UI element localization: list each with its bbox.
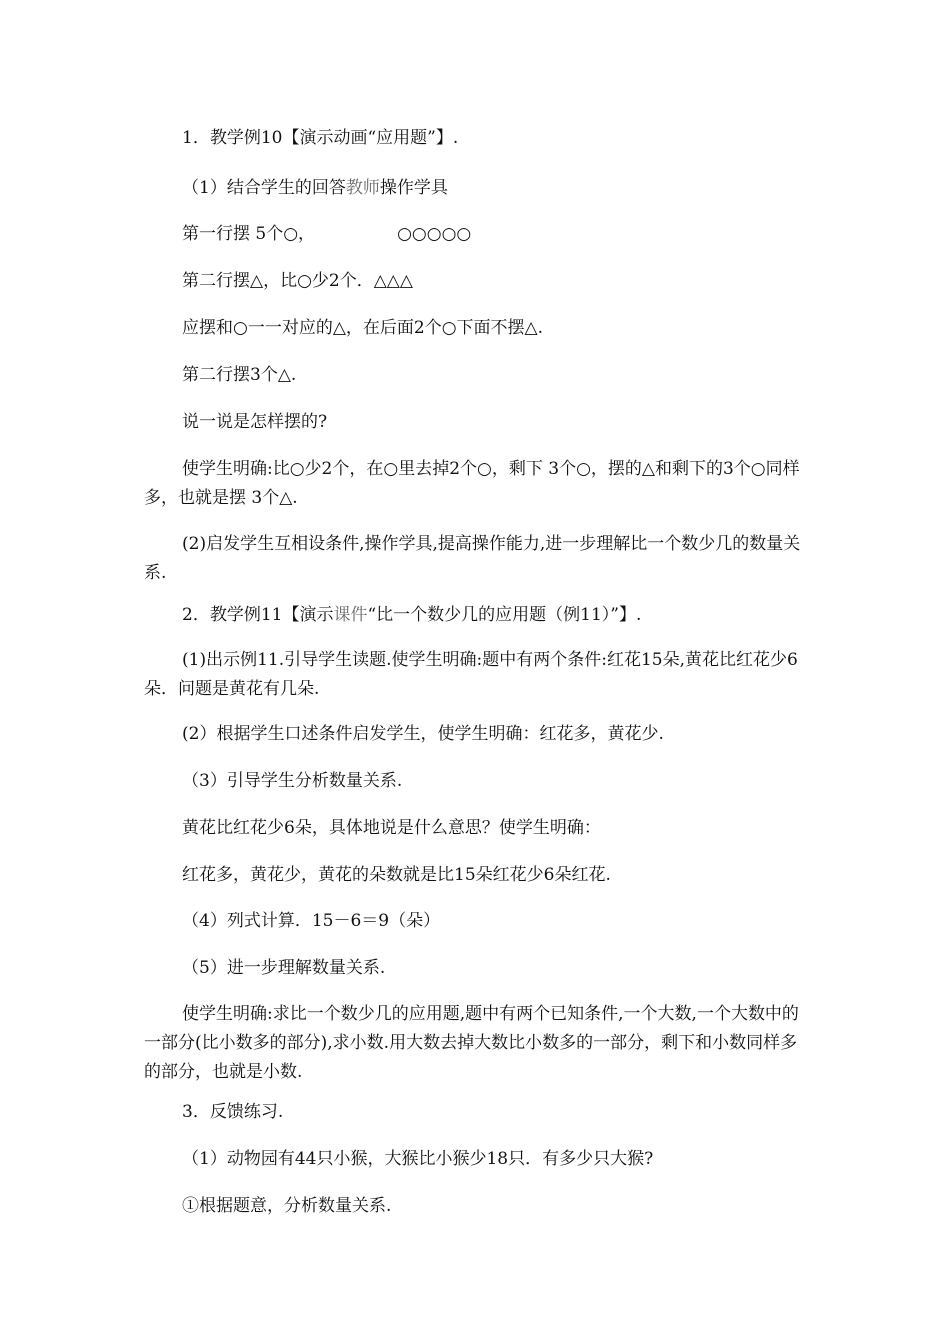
text: 使学生明确:比○少2个，在○里去掉2个○，剩下 3个○，摆的△和剩下的3个○同样多，也就是摆 3个△. bbox=[144, 459, 800, 508]
paragraph-exercise-analysis bbox=[144, 1192, 808, 1221]
text: 红花多，黄花少，黄花的朵数就是比15朵红花少6朵红花. bbox=[182, 865, 611, 885]
paragraph-calculation bbox=[144, 907, 808, 936]
text: (1)出示例11.引导学生读题.使学生明确:题中有两个条件:红花15朵,黄花比红花少6朵．问题是黄花有几朵. bbox=[144, 650, 798, 699]
text: 说一说是怎样摆的? bbox=[182, 412, 328, 432]
text: （4）列式计算．15－6＝9（朵） bbox=[182, 911, 441, 931]
paragraph-exercise-1 bbox=[144, 1145, 808, 1174]
paragraph-show-example bbox=[144, 646, 808, 704]
text: (2)启发学生互相设条件,操作学具,提高操作能力,进一步理解比一个数少几的数量关系. bbox=[144, 534, 801, 583]
text: 3．反馈练习. bbox=[182, 1102, 284, 1122]
paragraph-explanation bbox=[144, 861, 808, 890]
text: 第一行摆 5个○， bbox=[182, 224, 316, 244]
text-highlight: 课件 bbox=[333, 605, 368, 625]
paragraph-practice bbox=[144, 1098, 808, 1127]
text: 操作学具 bbox=[379, 178, 448, 198]
text-highlight: 教师 bbox=[345, 178, 380, 198]
paragraph-clarify-1 bbox=[144, 455, 808, 513]
paragraph-row-one bbox=[144, 220, 808, 249]
paragraph-meaning bbox=[144, 814, 808, 843]
text: (2）根据学生口述条件启发学生，使学生明确：红花多，黄花少. bbox=[182, 724, 664, 744]
circles-row: ○○○○○ bbox=[397, 224, 472, 244]
paragraph-align bbox=[144, 314, 808, 343]
text: 1．教学例10【演示动画“应用题”】. bbox=[182, 128, 459, 148]
paragraph-question bbox=[144, 408, 808, 437]
text: ①根据题意，分析数量关系. bbox=[182, 1196, 392, 1216]
paragraph-row-two-count bbox=[144, 361, 808, 390]
text: 使学生明确:求比一个数少几的应用题,题中有两个已知条件,一个大数,一个大数中的一部分(比小数多的部分),求小数.用大数去掉大数比小数多的一部分，剩下和小数同样多的部分，也就是小数. bbox=[144, 1004, 799, 1082]
text: 第二行摆3个△. bbox=[182, 365, 297, 385]
paragraph-step-1 bbox=[144, 174, 808, 203]
text: （5）进一步理解数量关系. bbox=[182, 958, 386, 978]
paragraph-row-two bbox=[144, 267, 808, 296]
text: （1）动物园有44只小猴，大猴比小猴少18只．有多少只大猴? bbox=[182, 1149, 654, 1169]
text: 应摆和○一一对应的△，在后面2个○下面不摆△. bbox=[182, 318, 544, 338]
paragraph-example-11 bbox=[144, 601, 808, 630]
text: “比一个数少几的应用题（例11）”】. bbox=[367, 605, 642, 625]
paragraph-conditions bbox=[144, 720, 808, 749]
paragraph-step-2 bbox=[144, 530, 808, 588]
text: （1）结合学生的回答 bbox=[182, 178, 346, 198]
text: 第二行摆△，比○少2个．△△△ bbox=[182, 271, 413, 291]
paragraph-analyze bbox=[144, 767, 808, 796]
text: 2．教学例11【演示 bbox=[182, 605, 334, 625]
paragraph-clarify-2 bbox=[144, 1000, 808, 1087]
text: 黄花比红花少6朵，具体地说是什么意思？使学生明确： bbox=[182, 818, 601, 838]
paragraph-example-10 bbox=[144, 124, 808, 153]
paragraph-understand bbox=[144, 954, 808, 983]
text: （3）引导学生分析数量关系. bbox=[182, 771, 403, 791]
